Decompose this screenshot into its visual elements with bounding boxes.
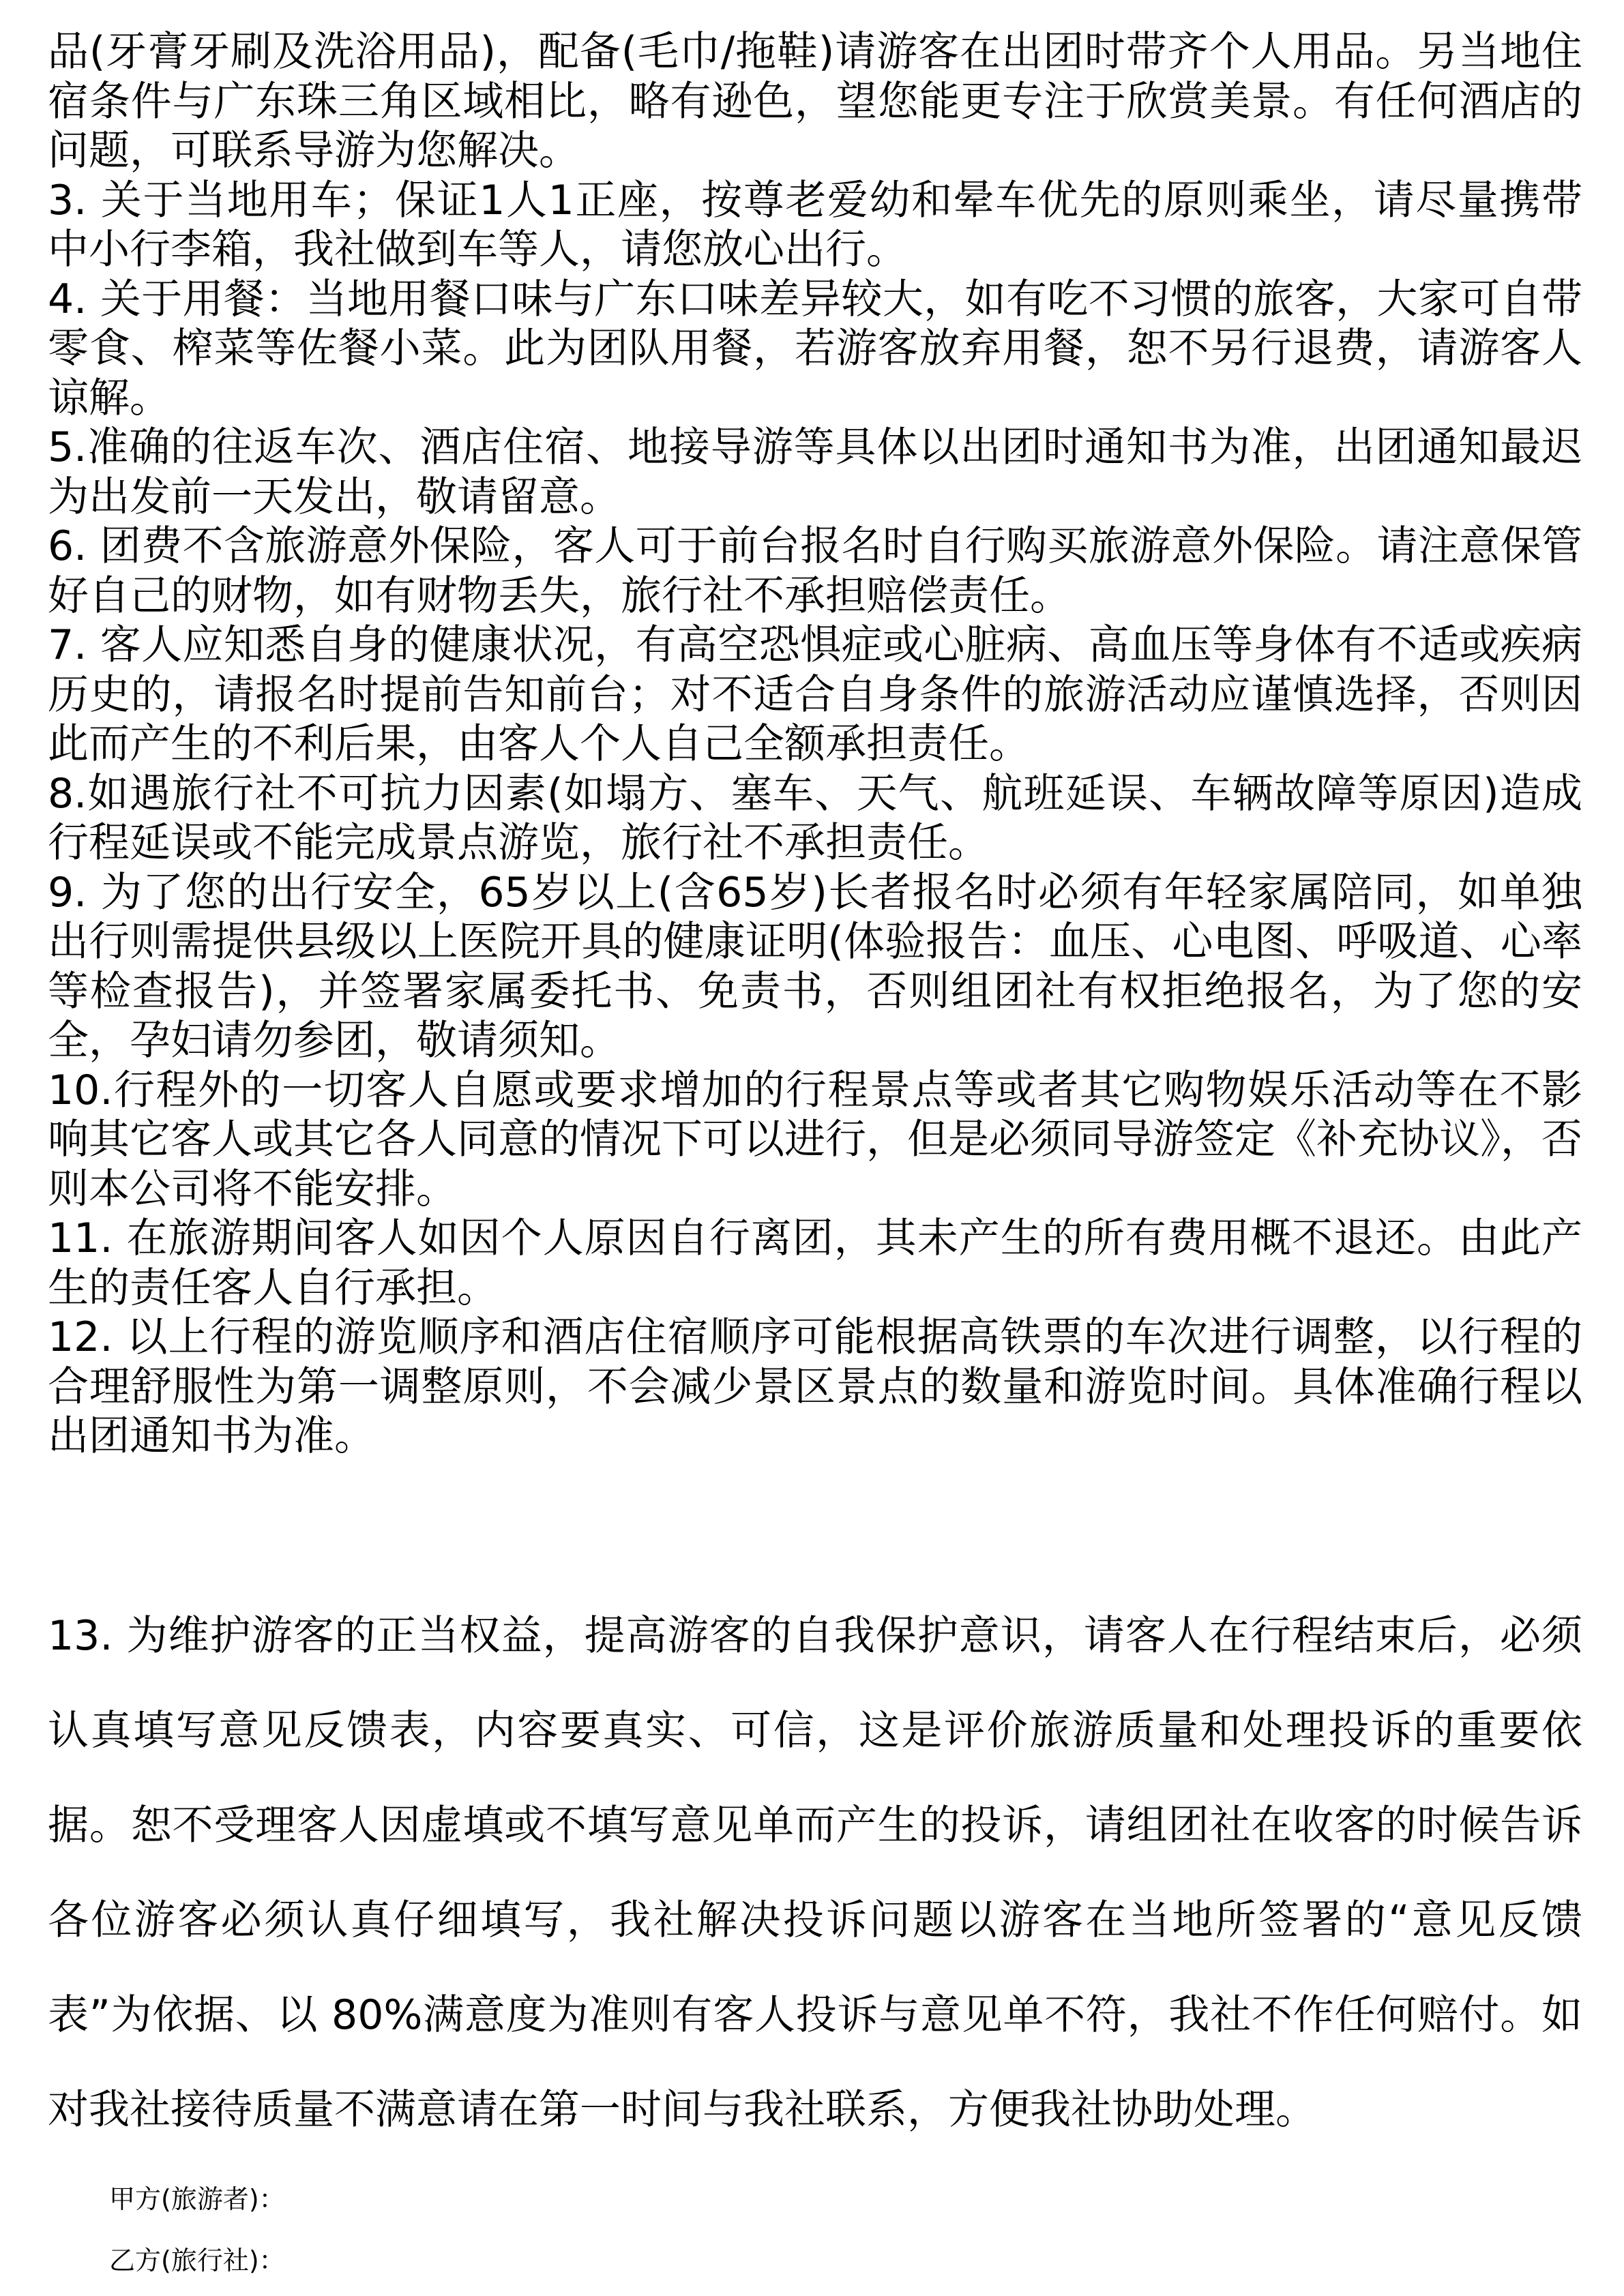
paragraph-6-insurance: 6. 团费不含旅游意外保险，客人可于前台报名时自行购买旅游意外保险。请注意保管好自己的财物，如有财物丢失，旅行社不承担赔偿责任。 bbox=[48, 522, 1582, 620]
paragraph-9-seniors: 9. 为了您的出行安全，65岁以上(含65岁)长者报名时必须有年轻家属陪同，如单独出行则需提供县级以上医院开具的健康证明(体验报告：血压、心电图、呼吸道、心率等检查报告)，并签署家属委托书、免责书，否则组团社有权拒绝报名，为了您的安全，孕妇请勿参团，敬请须知。 bbox=[48, 868, 1582, 1064]
paragraph-accommodation-continued: 品(牙膏牙刷及洗浴用品)，配备(毛巾/拖鞋)请游客在出团时带齐个人用品。另当地住宿条件与广东珠三角区域相比，略有逊色，望您能更专注于欣赏美景。有任何酒店的问题，可联系导游为您解决。 bbox=[48, 28, 1582, 175]
paragraph-12-order-adjustment: 12. 以上行程的游览顺序和酒店住宿顺序可能根据高铁票的车次进行调整，以行程的合理舒服性为第一调整原则，不会减少景区景点的数量和游览时间。具体准确行程以出团通知书为准。 bbox=[48, 1313, 1582, 1460]
paragraph-8-force-majeure: 8.如遇旅行社不可抗力因素(如塌方、塞车、天气、航班延误、车辆故障等原因)造成行程延误或不能完成景点游览，旅行社不承担责任。 bbox=[48, 769, 1582, 867]
signature-party-a: 甲方(旅游者)： bbox=[109, 2184, 285, 2214]
feedback-section bbox=[48, 1589, 1582, 2158]
paragraph-11-leaving-group: 11. 在旅游期间客人如因个人原因自行离团，其未产生的所有费用概不退还。由此产生的责任客人自行承担。 bbox=[48, 1214, 1582, 1312]
paragraph-3-transport: 3. 关于当地用车；保证1人1正座，按尊老爱幼和晕车优先的原则乘坐，请尽量携带中小行李箱，我社做到车等人，请您放心出行。 bbox=[48, 176, 1582, 273]
paragraph-7-health: 7. 客人应知悉自身的健康状况，有高空恐惧症或心脏病、高血压等身体有不适或疾病历史的，请报名时提前告知前台；对不适合自身条件的旅游活动应谨慎选择，否则因此而产生的不利后果，由客人个人自己全额承担责任。 bbox=[48, 621, 1582, 768]
paragraph-13-feedback: 13. 为维护游客的正当权益，提高游客的自我保护意识，请客人在行程结束后，必须认真填写意见反馈表，内容要真实、可信，这是评价旅游质量和处理投诉的重要依据。恕不受理客人因虚填或不填写意见单而产生的投诉，请组团社在收客的时候告诉各位游客必须认真仔细填写，我社解决投诉问题以游客在当地所签署的“意见反馈表”为依据、以 80%满意度为准则有客人投诉与意见单不符，我社不作任何赔付。如对我社接待质量不满意请在第一时间与我社联系，方便我社协助处理。 bbox=[48, 1612, 1582, 2134]
paragraph-10-extra-activities: 10.行程外的一切客人自愿或要求增加的行程景点等或者其它购物娱乐活动等在不影响其它客人或其它各人同意的情况下可以进行，但是必须同导游签定《补充协议》，否则本公司将不能安排。 bbox=[48, 1066, 1582, 1213]
terms-body bbox=[48, 27, 1582, 1461]
paragraph-5-itinerary-notice: 5.准确的往返车次、酒店住宿、地接导游等具体以出团时通知书为准，出团通知最迟为出发前一天发出，敬请留意。 bbox=[48, 423, 1582, 521]
signature-party-b: 乙方(旅行社)： bbox=[109, 2246, 285, 2276]
paragraph-4-meals: 4. 关于用餐：当地用餐口味与广东口味差异较大，如有吃不习惯的旅客，大家可自带零食、榨菜等佐餐小菜。此为团队用餐，若游客放弃用餐，恕不另行退费，请游客人谅解。 bbox=[48, 275, 1582, 422]
